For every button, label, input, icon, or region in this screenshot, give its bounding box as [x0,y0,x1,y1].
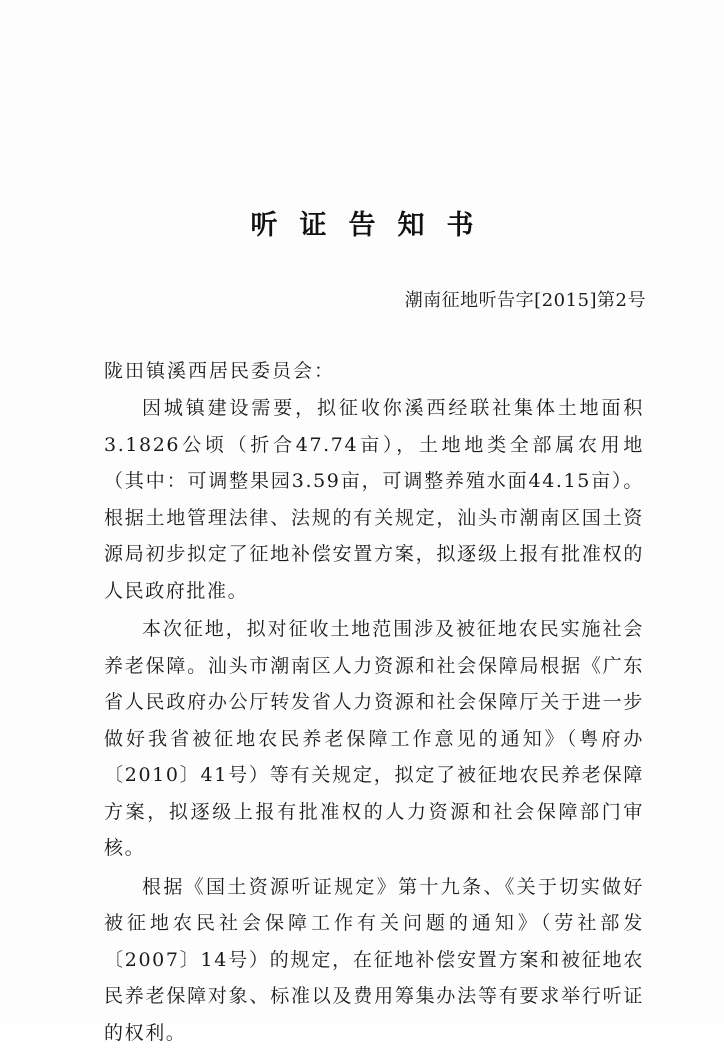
document-title: 听证告知书 [250,210,496,241]
document-body [104,390,644,1053]
salutation: 陇田镇溪西居民委员会： [104,360,336,382]
paragraph-3: 根据《国土资源听证规定》第十九条、《关于切实做好被征地农民社会保障工作有关问题的通知》（劳社部发〔2007〕14号）的规定，在征地补偿安置方案和被征地农民养老保障对象、标准以及费用筹集办法等有要求举行听证的权利。 [104,875,644,1044]
paragraph-1: 因城镇建设需要，拟征收你溪西经联社集体土地面积3.1826公顷（折合47.74亩），土地地类全部属农用地（其中：可调整果园3.59亩，可调整养殖水面44.15亩）。根据土地管理法律、法规的有关规定，汕头市潮南区国土资源局初步拟定了征地补偿安置方案，拟逐级上报有批准权的人民政府批准。 [104,397,644,602]
paragraph-2: 本次征地，拟对征收土地范围涉及被征地农民实施社会养老保障。汕头市潮南区人力资源和社会保障局根据《广东省人民政府办公厅转发省人力资源和社会保障厅关于进一步做好我省被征地农民养老保障工作意见的通知》（粤府办〔2010〕41号）等有关规定，拟定了被征地农民养老保障方案，拟逐级上报有批准权的人力资源和社会保障部门审核。 [104,618,644,859]
document-number: 潮南征地听告字[2015]第2号 [404,290,646,311]
